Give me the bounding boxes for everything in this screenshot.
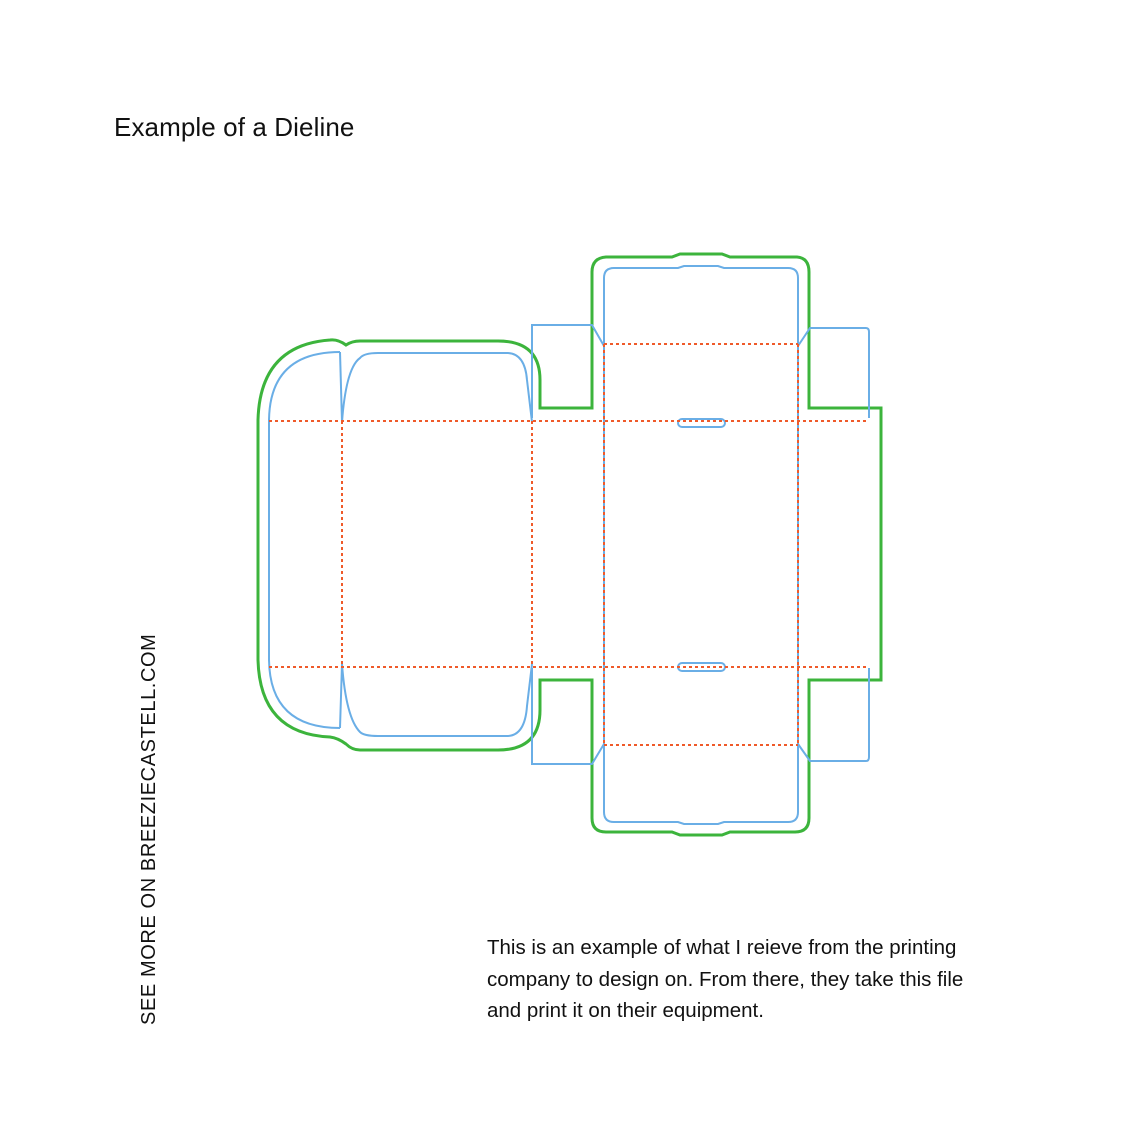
cut-lines [269, 266, 869, 824]
caption-line-2: company to design on. From there, they take this file [487, 967, 964, 991]
website-credit: SEE MORE ON BREEZIECASTELL.COM [138, 633, 160, 1025]
fold-lines [269, 344, 869, 745]
bleed-outline [258, 254, 881, 835]
page-title: Example of a Dieline [114, 112, 355, 142]
caption-line-3: and print it on their equipment. [487, 999, 764, 1022]
caption-text [487, 932, 1047, 1027]
caption-line-1: This is an example of what I reieve from the printing [487, 936, 957, 959]
